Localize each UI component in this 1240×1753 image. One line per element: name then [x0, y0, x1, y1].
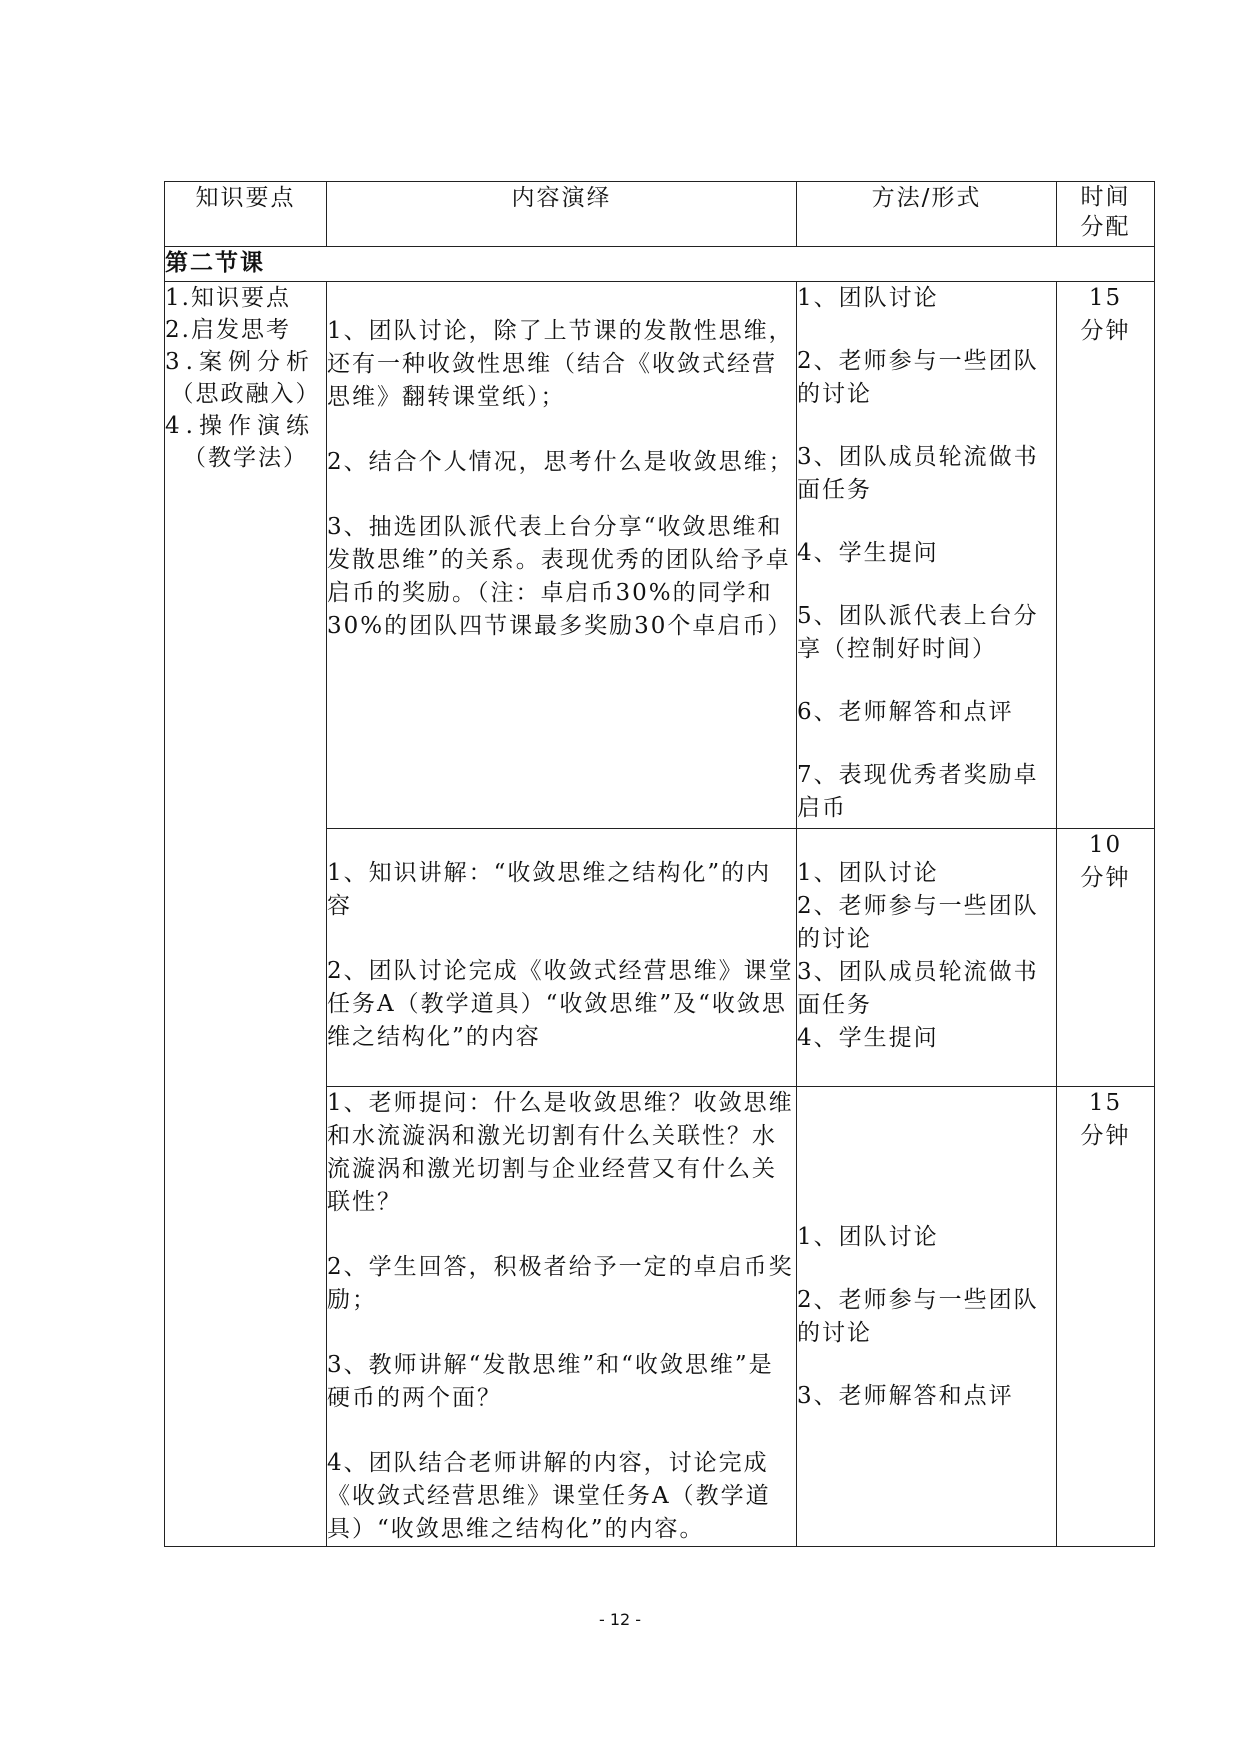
method-item: 2、老师参与一些团队的讨论: [797, 1286, 1039, 1346]
content-paragraph: 2、团队讨论完成《收敛式经营思维》课堂任务A（教学道具）“收敛思维”及“收敛思维之结构化”的内容: [327, 958, 794, 1050]
method-item: 1、团队讨论: [797, 285, 939, 311]
method-item: 3、老师解答和点评: [797, 1382, 1014, 1409]
time-cell: [1057, 282, 1155, 829]
method-item: 4、学生提问: [797, 540, 939, 566]
method-item: 1、团队讨论: [797, 860, 939, 886]
section-row: [165, 247, 1155, 282]
method-item: 5、团队派代表上台分享（控制好时间）: [797, 603, 1039, 662]
content-paragraph: 1、老师提问：什么是收敛思维？收敛思维和水流漩涡和激光切割有什么关联性？水流漩涡和激光切割与企业经营又有什么关联性？: [327, 1090, 794, 1215]
knowledge-point-item: （思政融入）: [170, 381, 321, 407]
content-paragraph: 1、团队讨论，除了上节课的发散性思维，还有一种收敛性思维（结合《收敛式经营思维》翻转课堂纸）；: [327, 318, 794, 410]
method-cell: [797, 829, 1057, 1087]
method-cell: [797, 282, 1057, 829]
time-value: 15: [1088, 1090, 1123, 1116]
header-content: 内容演绎: [327, 182, 797, 247]
knowledge-point-item: 1.知识要点: [165, 285, 291, 311]
section-title: 第二节课: [165, 247, 1155, 282]
method-item: 2、老师参与一些团队的讨论: [797, 348, 1039, 407]
time-unit: 分钟: [1080, 318, 1131, 344]
method-item: 3、团队成员轮流做书面任务: [797, 959, 1039, 1018]
content-paragraph: 1、知识讲解：“收敛思维之结构化”的内容: [327, 860, 772, 919]
knowledge-point-item: 2.启发思考: [165, 317, 291, 343]
table-row: [165, 282, 1155, 829]
time-value: 10: [1088, 832, 1123, 858]
time-cell: [1057, 829, 1155, 1087]
method-item: 6、老师解答和点评: [797, 699, 1014, 725]
knowledge-point-item: （教学法）: [183, 445, 308, 471]
knowledge-point-item: 4.操作演练: [165, 413, 315, 439]
content-paragraph: 2、结合个人情况，思考什么是收敛思维；: [327, 449, 794, 475]
method-cell: [797, 1087, 1057, 1547]
content-paragraph: 4、团队结合老师讲解的内容，讨论完成《收敛式经营思维》课堂任务A（教学道具）“收敛思维之结构化”的内容。: [327, 1450, 771, 1542]
method-item: 1、团队讨论: [797, 1223, 939, 1250]
method-item: 4、学生提问: [797, 1025, 939, 1051]
page-number: - 12 -: [598, 1610, 642, 1629]
content-paragraph: 3、教师讲解“发散思维”和“收敛思维”是硬币的两个面？: [327, 1352, 774, 1411]
method-item: 7、表现优秀者奖励卓启币: [797, 762, 1039, 821]
content-cell: [327, 282, 797, 829]
content-cell: [327, 829, 797, 1087]
time-value: 15: [1088, 285, 1123, 311]
content-paragraph: 3、抽选团队派代表上台分享“收敛思维和发散思维”的关系。表现优秀的团队给予卓启币的奖励。（注：卓启币30%的同学和30%的团队四节课最多奖励30个卓启币）: [327, 514, 793, 639]
table-header-row: [165, 182, 1155, 247]
header-knowledge-points: 知识要点: [165, 182, 327, 247]
content-cell: [327, 1087, 797, 1547]
header-method: 方法/形式: [797, 182, 1057, 247]
content-paragraph: 2、学生回答，积极者给予一定的卓启币奖励；: [327, 1254, 794, 1313]
time-cell: [1057, 1087, 1155, 1547]
header-time: 时间 分配: [1057, 182, 1155, 247]
knowledge-point-item: 3.案例分析: [165, 349, 315, 375]
lesson-plan-table: [164, 181, 1155, 1547]
method-item: 2、老师参与一些团队的讨论: [797, 893, 1039, 952]
time-unit: 分钟: [1080, 865, 1131, 891]
method-item: 3、团队成员轮流做书面任务: [797, 444, 1039, 503]
time-unit: 分钟: [1080, 1123, 1131, 1149]
knowledge-points-cell: [165, 282, 327, 1547]
